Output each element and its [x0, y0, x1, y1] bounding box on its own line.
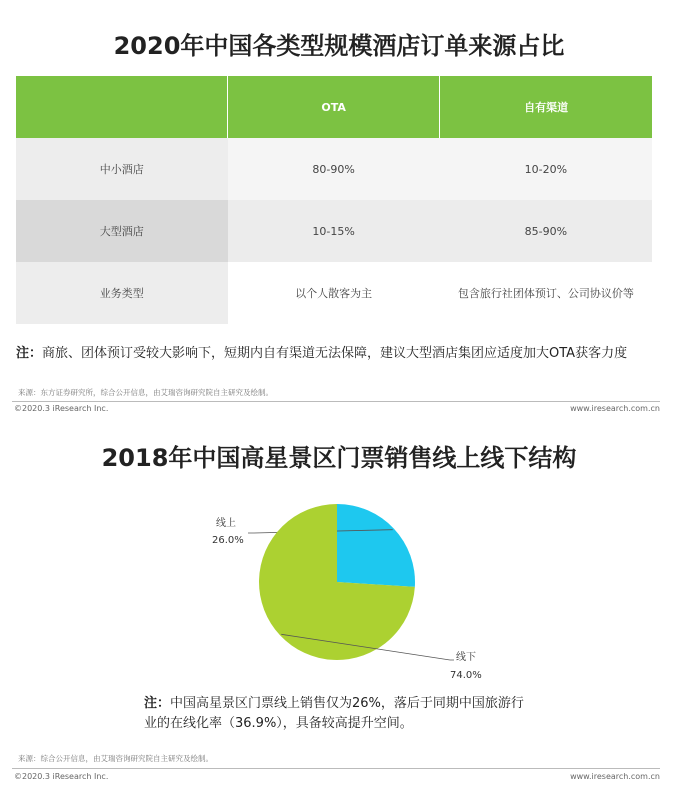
table-header-cell — [16, 76, 228, 138]
chart-title-scenic-tickets: 2018年中国高星景区门票销售线上线下结构 — [101, 444, 577, 472]
pie-label-value: 74.0% — [450, 670, 482, 681]
chart-title-hotel-orders: 2020年中国各类型规模酒店订单来源占比 — [113, 32, 565, 60]
table-row — [16, 262, 652, 324]
website-text: www.iresearch.com.cn — [570, 772, 660, 781]
copyright-text: ©2020.3 iResearch Inc. — [14, 772, 109, 781]
ticket-sales-pie-chart — [0, 490, 678, 690]
footer-divider — [12, 401, 660, 402]
hotel-order-source-table — [16, 76, 652, 324]
copyright-text: ©2020.3 iResearch Inc. — [14, 404, 109, 413]
note-text: 中国高星景区门票线上销售仅为26%，落后于同期中国旅游行业的在线化率（36.9%），具备较高提升空间。 — [144, 696, 524, 731]
table-header-row — [16, 76, 652, 138]
table-cell: 10-15% — [228, 200, 440, 262]
pie-slice-online — [337, 504, 415, 587]
table-row — [16, 138, 652, 200]
table-row-label: 大型酒店 — [16, 200, 228, 262]
table-row-label: 中小酒店 — [16, 138, 228, 200]
table-cell: 80-90% — [228, 138, 440, 200]
website-text: www.iresearch.com.cn — [570, 404, 660, 413]
table-cell: 85-90% — [440, 200, 652, 262]
pie-label-name: 线下 — [456, 652, 476, 663]
hotel-note — [16, 344, 656, 363]
table-row-label: 业务类型 — [16, 262, 228, 324]
pie-label-name: 线上 — [216, 518, 236, 529]
table-cell: 包含旅行社团体预订、公司协议价等 — [440, 262, 652, 324]
scenic-note — [144, 694, 534, 734]
source-text: 来源：综合公开信息，由艾瑞咨询研究院自主研究及绘制。 — [18, 754, 213, 763]
table-header-cell: OTA — [228, 76, 440, 138]
note-text: 商旅、团体预订受较大影响下，短期内自有渠道无法保障，建议大型酒店集团应适度加大OTA获客力度 — [42, 346, 628, 361]
table-cell: 10-20% — [440, 138, 652, 200]
table-header-cell: 自有渠道 — [440, 76, 652, 138]
pie-label-value: 26.0% — [212, 535, 244, 546]
source-text: 来源：东方证券研究所，综合公开信息，由艾瑞咨询研究院自主研究及绘制。 — [18, 388, 273, 397]
table-cell: 以个人散客为主 — [228, 262, 440, 324]
table-row — [16, 200, 652, 262]
note-label: 注： — [16, 346, 43, 361]
note-label: 注： — [144, 696, 171, 711]
footer-divider — [12, 768, 660, 769]
